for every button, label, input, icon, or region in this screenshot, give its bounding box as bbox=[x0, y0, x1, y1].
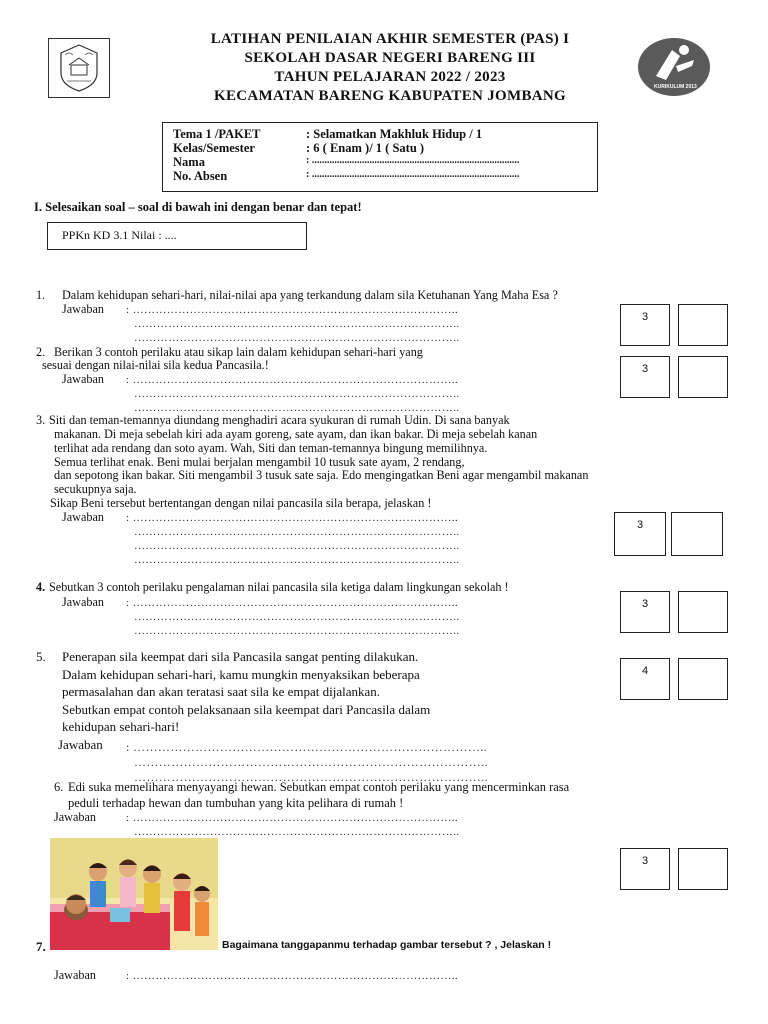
question-1-grade-box[interactable] bbox=[678, 304, 728, 346]
kurikulum-logo bbox=[636, 36, 712, 98]
question-2-text-line1: Berikan 3 contoh perilaku atau sikap lain dalam kehidupan sehari-hari yang bbox=[54, 345, 423, 359]
answer-line[interactable]: ………………………………………………………………………….. bbox=[134, 332, 460, 344]
school-emblem-logo bbox=[48, 38, 110, 98]
identity-label-kelas: Kelas/Semester bbox=[173, 141, 255, 155]
answer-line[interactable]: ………………………………………………………………………….. bbox=[134, 526, 460, 538]
question-2-grade-box[interactable] bbox=[678, 356, 728, 398]
answer-line[interactable]: : ………………………………………………………………………….. bbox=[126, 597, 459, 609]
question-4-score-box: 3 bbox=[620, 591, 670, 633]
question-5-text-line4: Sebutkan empat contoh pelaksanaan sila keempat dari Pancasila dalam bbox=[62, 702, 431, 717]
answer-line[interactable]: : ………………………………………………………………………….. bbox=[126, 740, 488, 754]
question-3-text-line5: dan sepotong ikan bakar. Siti mengambil 3 tusuk sate saja. Edo mengingatkan Beni agar mengambil makanan bbox=[54, 468, 589, 482]
question-5-score-box: 4 bbox=[620, 658, 670, 700]
answer-line[interactable]: : ………………………………………………………………………….. bbox=[126, 374, 459, 386]
question-4-grade-box[interactable] bbox=[678, 591, 728, 633]
answer-line[interactable]: ………………………………………………………………………….. bbox=[134, 318, 460, 330]
answer-line[interactable]: ………………………………………………………………………….. bbox=[134, 770, 488, 784]
question-5-text-line1: Penerapan sila keempat dari sila Pancasila sangat penting dilakukan. bbox=[62, 649, 419, 664]
identity-value-absen[interactable]: : ................................................................................... bbox=[306, 169, 520, 180]
question-2-score-box: 3 bbox=[620, 356, 670, 398]
identity-label-nama: Nama bbox=[173, 155, 205, 169]
kd-score-box bbox=[47, 222, 307, 250]
identity-value-tema: : Selamatkan Makhluk Hidup / 1 bbox=[306, 127, 483, 141]
question-3-text-line3: terlihat ada rendang dan soto ayam. Wah, Siti dan teman-temannya bingung memilihnya. bbox=[54, 441, 488, 455]
answer-label: Jawaban bbox=[58, 737, 103, 752]
question-5-text-line2: Dalam kehidupan sehari-hari, kamu mungkin menyaksikan beberapa bbox=[62, 667, 420, 682]
answer-line[interactable]: : ………………………………………………………………………….. bbox=[126, 812, 459, 824]
illustration-children-visiting-sick-friend bbox=[50, 838, 218, 950]
question-3-text-line6: secukupnya saja. bbox=[54, 482, 137, 496]
question-7-number: 7. bbox=[36, 939, 46, 954]
kurikulum-label: KURIKULUM 2013 bbox=[654, 84, 697, 90]
question-6-text-line2: peduli terhadap hewan dan tumbuhan yang kita pelihara di rumah ! bbox=[68, 796, 404, 810]
question-7-text: Bagaimana tanggapanmu terhadap gambar tersebut ? , Jelaskan ! bbox=[222, 939, 552, 951]
header-title-line2: SEKOLAH DASAR NEGERI BARENG III bbox=[244, 50, 536, 66]
answer-line[interactable]: ………………………………………………………………………….. bbox=[134, 826, 460, 838]
question-4-text: Sebutkan 3 contoh perilaku pengalaman nilai pancasila sila ketiga dalam lingkungan sekolah ! bbox=[49, 580, 509, 594]
question-3-text-line7: Sikap Beni tersebut bertentangan dengan nilai pancasila sila berapa, jelaskan ! bbox=[50, 496, 432, 510]
identity-box bbox=[162, 122, 598, 192]
question-5-text-line3: permasalahan dan akan teratasi saat sila ke empat dijalankan. bbox=[62, 684, 380, 699]
answer-line[interactable]: : ………………………………………………………………………….. bbox=[126, 512, 459, 524]
question-1-text: Dalam kehidupan sehari-hari, nilai-nilai apa yang terkandung dalam sila Ketuhanan Yang Maha Esa ? bbox=[62, 288, 558, 302]
answer-label: Jawaban bbox=[62, 302, 104, 316]
answer-label: Jawaban bbox=[62, 372, 104, 386]
question-1-score-box: 3 bbox=[620, 304, 670, 346]
question-3-grade-box[interactable] bbox=[671, 512, 723, 556]
question-6-score-box: 3 bbox=[620, 848, 670, 890]
instruction: I. Selesaikan soal – soal di bawah ini dengan benar dan tepat! bbox=[34, 200, 362, 214]
answer-line[interactable]: ………………………………………………………………………….. bbox=[134, 388, 460, 400]
question-5-grade-box[interactable] bbox=[678, 658, 728, 700]
answer-label: Jawaban bbox=[54, 810, 96, 824]
question-3-text-line1: Siti dan teman-temannya diundang menghadiri acara syukuran di rumah Udin. Di sana banyak bbox=[49, 413, 510, 427]
header-title-line4: KECAMATAN BARENG KABUPATEN JOMBANG bbox=[213, 88, 566, 104]
answer-line[interactable]: ………………………………………………………………………….. bbox=[134, 611, 460, 623]
question-2-number: 2. bbox=[36, 345, 46, 359]
question-3-text-line2: makanan. Di meja sebelah kiri ada ayam goreng, sate ayam, dan ikan bakar. Di meja sebelah kanan bbox=[54, 427, 538, 441]
answer-line[interactable]: ………………………………………………………………………….. bbox=[134, 755, 488, 769]
identity-value-kelas: : 6 ( Enam )/ 1 ( Satu ) bbox=[306, 141, 425, 155]
answer-label: Jawaban bbox=[62, 510, 104, 524]
question-2-text-line2: sesuai dengan nilai-nilai sila kedua Pancasila.! bbox=[42, 358, 269, 372]
question-5-text-line5: kehidupan sehari-hari! bbox=[62, 719, 180, 734]
answer-line[interactable]: : ………………………………………………………………………….. bbox=[126, 970, 459, 982]
answer-line[interactable]: ………………………………………………………………………….. bbox=[134, 540, 460, 552]
question-6-number: 6. bbox=[54, 780, 64, 794]
question-3-number: 3. bbox=[36, 413, 46, 427]
question-3-score-box: 3 bbox=[614, 512, 666, 556]
answer-label: Jawaban bbox=[62, 595, 104, 609]
question-1-number: 1. bbox=[36, 288, 46, 302]
question-6-text-line1: Edi suka memelihara menyayangi hewan. Sebutkan empat contoh perilaku yang mencerminkan rasa bbox=[68, 780, 570, 794]
kd-score-text: PPKn KD 3.1 Nilai : .... bbox=[62, 228, 177, 242]
identity-label-absen: No. Absen bbox=[173, 169, 228, 183]
question-4-number: 4. bbox=[36, 580, 46, 594]
identity-value-nama[interactable]: : ................................................................................... bbox=[306, 155, 520, 166]
answer-line[interactable]: ………………………………………………………………………….. bbox=[134, 554, 460, 566]
identity-label-tema: Tema 1 /PAKET bbox=[173, 127, 261, 141]
answer-label: Jawaban bbox=[54, 968, 96, 982]
answer-line[interactable]: ………………………………………………………………………….. bbox=[134, 402, 460, 414]
header-title-line1: LATIHAN PENILAIAN AKHIR SEMESTER (PAS) I bbox=[210, 31, 570, 47]
question-3-text-line4: Semua terlihat enak. Beni mulai berjalan mengambil 10 tusuk sate ayam, 2 rendang, bbox=[54, 455, 465, 469]
header-title-line3: TAHUN PELAJARAN 2022 / 2023 bbox=[274, 69, 506, 85]
answer-line[interactable]: : ………………………………………………………………………….. bbox=[126, 304, 459, 316]
question-6-grade-box[interactable] bbox=[678, 848, 728, 890]
answer-line[interactable]: ………………………………………………………………………….. bbox=[134, 625, 460, 637]
question-5-number: 5. bbox=[36, 649, 46, 664]
